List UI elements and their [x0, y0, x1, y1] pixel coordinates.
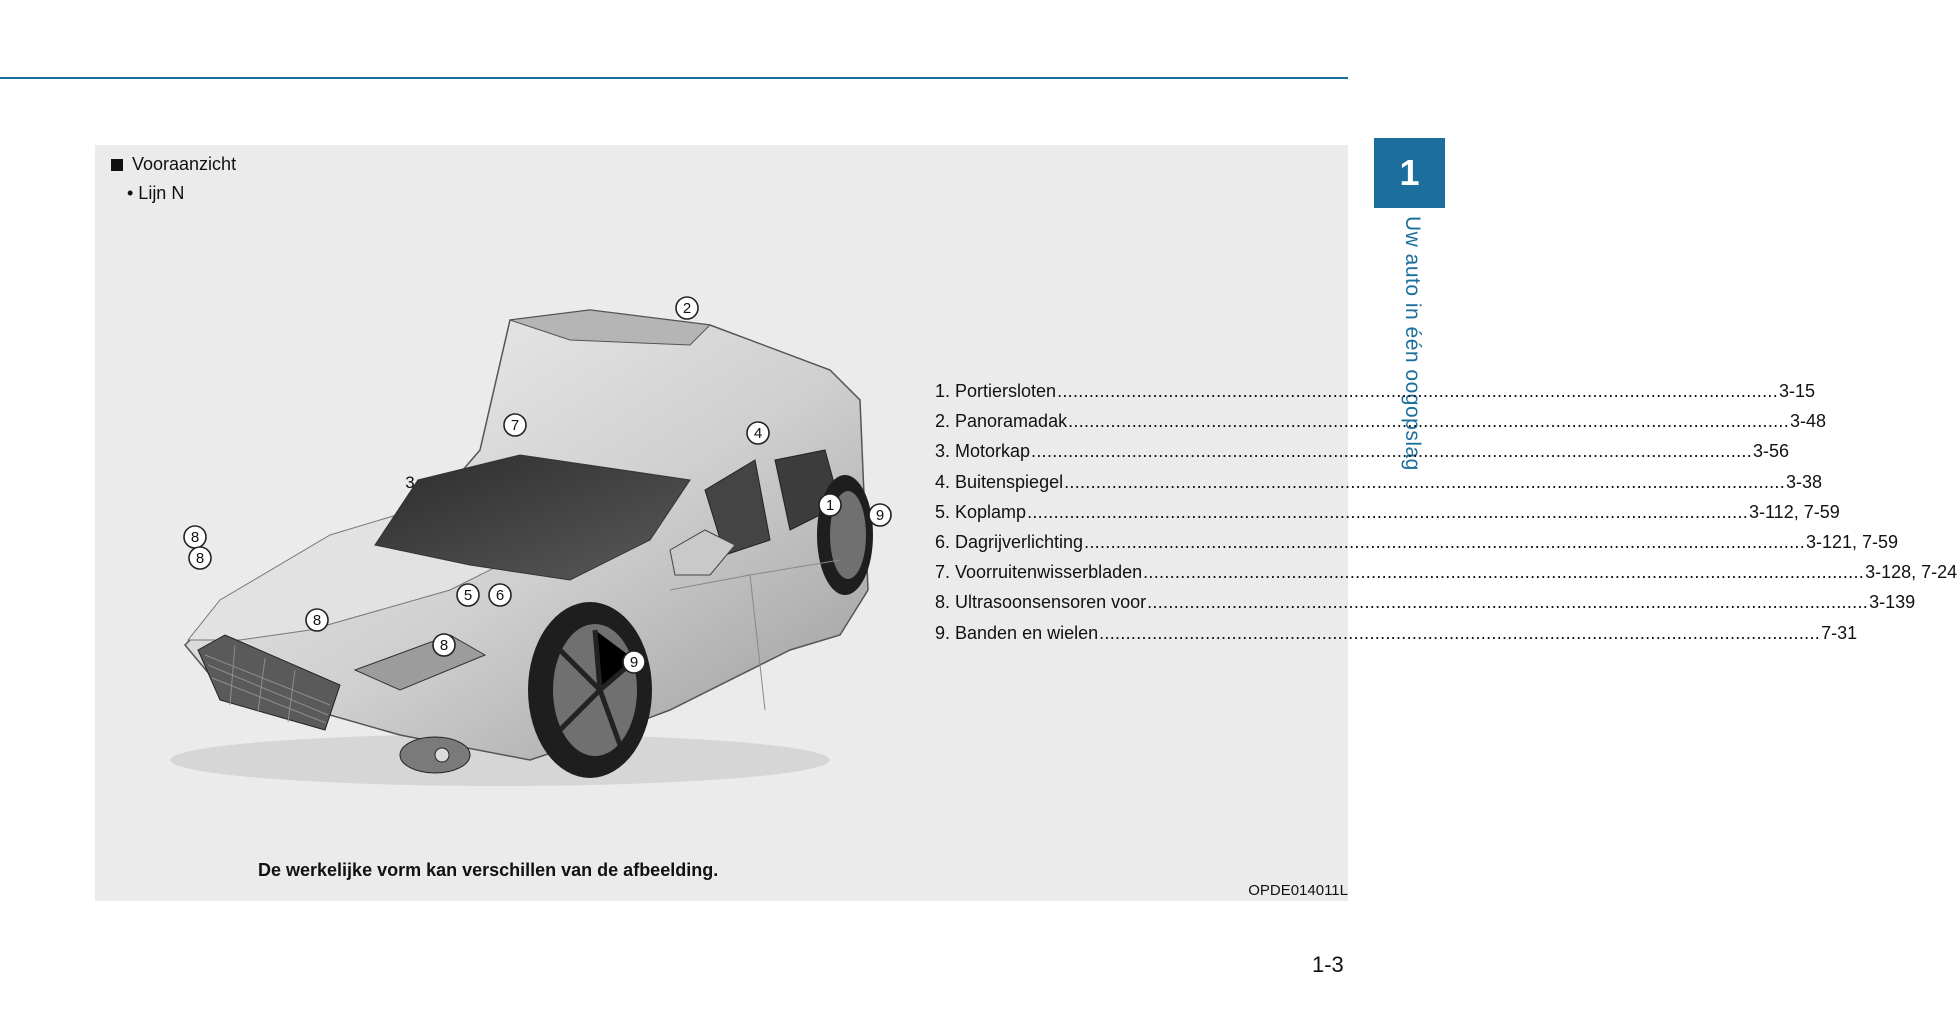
callout-9-rear	[869, 504, 891, 526]
svg-text:5: 5	[463, 587, 473, 604]
callout-8-bumper	[433, 634, 455, 656]
callout-7	[504, 414, 526, 436]
svg-text:4: 4	[753, 425, 763, 442]
disclaimer-note: De werkelijke vorm kan verschillen van de afbeelding.	[258, 860, 719, 880]
section-heading	[111, 154, 236, 175]
image-code: OPDE014011L	[1248, 882, 1348, 899]
callout-8-left-bottom	[189, 547, 211, 569]
section-subheading: • Lijn N	[127, 183, 185, 203]
callout-8-grille	[306, 609, 328, 631]
callout-6	[489, 584, 511, 606]
chapter-title: Uw auto in één oogopslag	[1401, 216, 1424, 471]
legend-row: 4. Buitenspiegel ..... 3-38	[935, 472, 1342, 502]
svg-text:6: 6	[495, 587, 505, 604]
legend-row: 9. Banden en wielen ..... 7-31	[935, 623, 1342, 653]
parts-legend	[935, 381, 1957, 653]
legend-row: 8. Ultrasoonsensoren voor ..... 3-139	[935, 592, 1342, 622]
svg-text:9: 9	[875, 507, 885, 524]
legend-row: 6. Dagrijverlichting ..... 3-121, 7-59	[935, 532, 1342, 562]
legend-row: 7. Voorruitenwisserbladen ..... 3-128, 7-24	[935, 562, 1342, 592]
callout-4	[747, 422, 769, 444]
svg-text:8: 8	[439, 637, 449, 654]
legend-row: 3. Motorkap ..... 3-56	[935, 441, 1342, 471]
legend-row: 5. Koplamp ..... 3-112, 7-59	[935, 502, 1342, 532]
svg-text:8: 8	[312, 612, 322, 629]
square-bullet-icon	[111, 159, 123, 171]
chapter-number: 1	[1399, 152, 1420, 193]
callout-2	[676, 297, 698, 319]
callout-1	[819, 494, 841, 516]
svg-text:8: 8	[195, 550, 205, 567]
svg-text:2: 2	[682, 300, 692, 317]
svg-text:9: 9	[629, 654, 639, 671]
car-illustration	[150, 290, 885, 795]
svg-text:8: 8	[190, 529, 200, 546]
fog-lamp	[435, 748, 449, 762]
svg-text:3: 3	[405, 473, 415, 492]
svg-text:1: 1	[825, 497, 835, 514]
callout-5	[457, 584, 479, 606]
legend-row: 2. Panoramadak ..... 3-48	[935, 411, 1342, 441]
page-number: 1-3	[1312, 952, 1344, 977]
svg-text:7: 7	[510, 417, 520, 434]
callout-8-left-top	[184, 526, 206, 548]
top-rule	[0, 77, 1348, 79]
callout-9-front	[623, 651, 645, 673]
chapter-tab	[1374, 138, 1445, 208]
callout-3	[405, 473, 414, 492]
heading-text: Vooraanzicht	[132, 154, 237, 174]
legend-row: 1. Portiersloten ..... 3-15	[935, 381, 1342, 411]
